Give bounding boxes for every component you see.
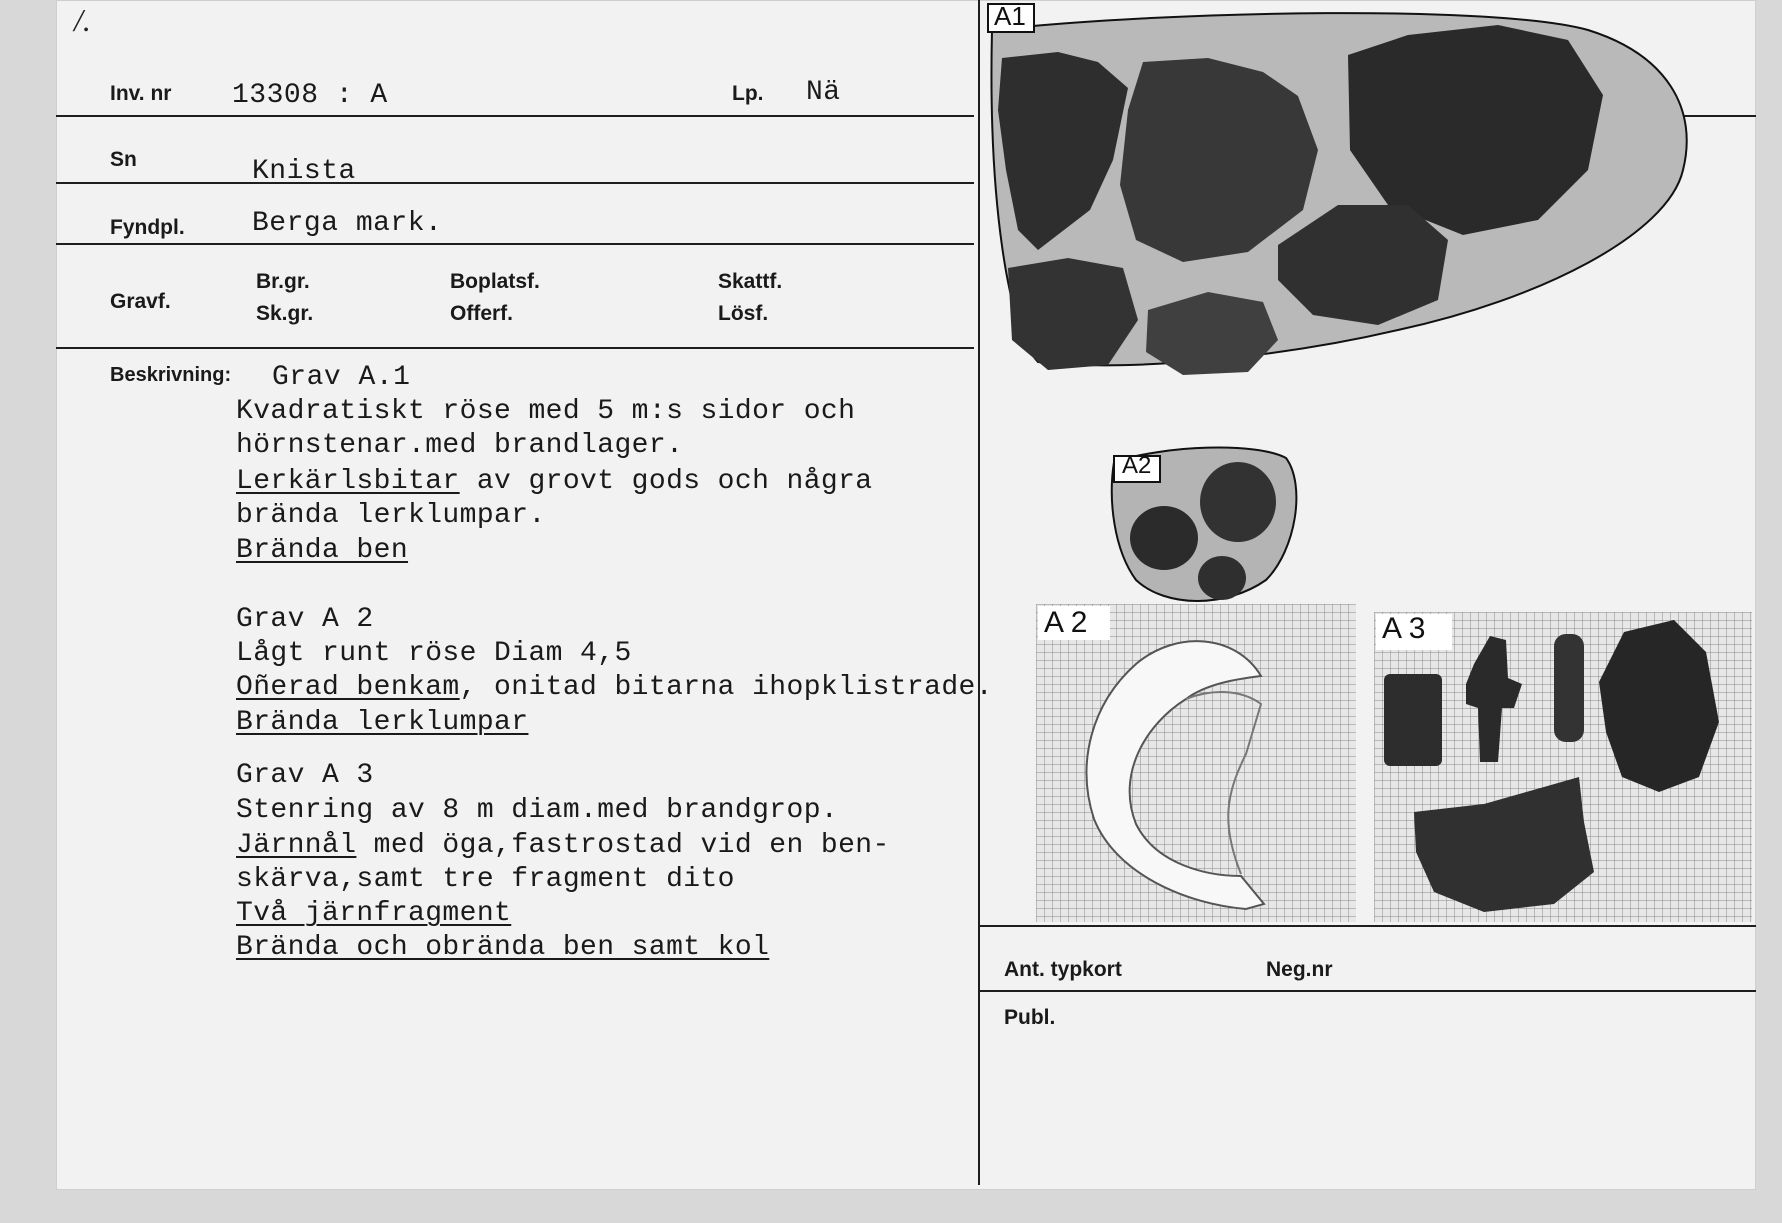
publ-label: Publ.: [1004, 1006, 1056, 1029]
grav1-find-2: Brända ben: [236, 535, 409, 566]
inv-label: Inv. nr: [110, 82, 172, 105]
photo-a2-small-label: A2: [1122, 452, 1152, 479]
photo-a2: [1036, 604, 1356, 922]
rule-sn: [56, 182, 974, 184]
grav2-find-1-rest: , onitad bitarna ihopklistrade.: [459, 672, 993, 703]
grav3-find-1-cont: skärva,samt tre fragment dito: [236, 864, 735, 895]
gravf-option-offerf: Offerf.: [450, 302, 513, 325]
gravf-option-boplatsf: Boplatsf.: [450, 270, 540, 293]
grav2-find-1: [236, 672, 993, 703]
grav2-find-1-underlined: Oñerad benkam: [236, 672, 460, 703]
grav1-find-1-underlined: Lerkärlsbitar: [236, 466, 460, 497]
photo-a2-label: A 2: [1044, 606, 1088, 639]
sn-label: Sn: [110, 148, 137, 171]
grav3-find-2: Två järnfragment: [236, 898, 512, 929]
catalog-card: [56, 0, 1756, 1190]
grav3-line: Stenring av 8 m diam.med brandgrop.: [236, 795, 839, 826]
photo-a3-image: [1374, 612, 1752, 922]
sn-value: Knista: [252, 156, 356, 187]
gravf-option-skgr: Sk.gr.: [256, 302, 314, 325]
photo-a2-image: [1036, 604, 1356, 922]
rule-gravf: [56, 347, 974, 349]
grav2-find-2: Brända lerklumpar: [236, 707, 529, 738]
photo-a2-small: [1106, 440, 1306, 610]
corner-mark: /.: [74, 2, 91, 38]
gravf-option-losf: Lösf.: [718, 302, 769, 325]
photo-a1-label: A1: [994, 1, 1026, 31]
beskrivning-label: Beskrivning:: [110, 364, 232, 386]
grav3-find-3: Brända och obrända ben samt kol: [236, 932, 770, 963]
photo-a1-image: [978, 0, 1698, 380]
grav3-find-1-rest: med öga,fastrostad vid en ben-: [356, 830, 890, 861]
gravf-option-brgr: Br.gr.: [256, 270, 310, 293]
gravf-label: Gravf.: [110, 290, 171, 313]
lp-value: Nä: [806, 77, 841, 108]
grav3-title: Grav A 3: [236, 760, 374, 791]
grav1-find-1-rest: av grovt gods och några: [459, 466, 873, 497]
ant-typkort-label: Ant. typkort: [1004, 958, 1122, 981]
rule-inv: [56, 115, 974, 117]
inv-value: 13308 : A: [232, 80, 388, 111]
grav1-line-1: Kvadratiskt röse med 5 m:s sidor och: [236, 396, 856, 427]
grav2-title: Grav A 2: [236, 604, 374, 635]
rule-ant: [980, 925, 1756, 927]
fyndpl-label: Fyndpl.: [110, 216, 185, 239]
grav1-title: Grav A.1: [272, 362, 411, 393]
neg-nr-label: Neg.nr: [1266, 958, 1333, 981]
grav1-find-1: [236, 466, 873, 497]
rule-fyndpl: [56, 243, 974, 245]
gravf-option-skattf: Skattf.: [718, 270, 783, 293]
photo-a1: [978, 0, 1698, 380]
grav3-find-1: [236, 830, 890, 861]
grav1-line-2: hörnstenar.med brandlager.: [236, 430, 684, 461]
grav1-find-1-cont: brända lerklumpar.: [236, 500, 546, 531]
grav3-find-1-underlined: Järnnål: [236, 830, 357, 861]
grav2-line: Lågt runt röse Diam 4,5: [236, 638, 632, 669]
lp-label: Lp.: [732, 82, 764, 105]
rule-publ: [980, 990, 1756, 992]
photo-a3: [1374, 612, 1752, 922]
photo-a3-label: A 3: [1382, 612, 1426, 645]
fyndpl-value: Berga mark.: [252, 208, 443, 239]
